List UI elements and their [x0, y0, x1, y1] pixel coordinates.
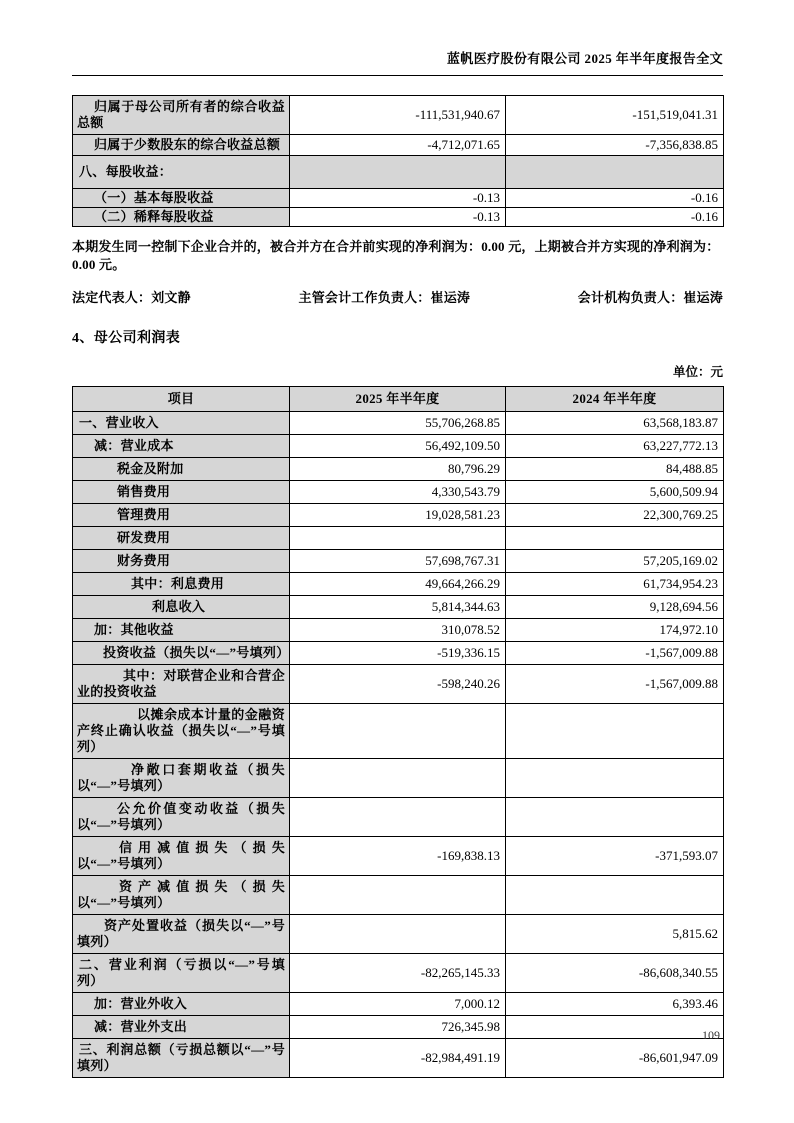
value-2024: [506, 527, 724, 550]
value-2025: 49,664,266.29: [290, 573, 506, 596]
value-2024: 174,972.10: [506, 619, 724, 642]
row-label: 加：营业外收入: [73, 993, 290, 1016]
row-label: 减：营业成本: [73, 435, 290, 458]
table-row: [73, 1039, 724, 1078]
table-row: [73, 665, 724, 704]
value-2024: [506, 704, 724, 759]
table-row: [73, 915, 724, 954]
table-row: [73, 619, 724, 642]
value-2024: 57,205,169.02: [506, 550, 724, 573]
value-2025: 4,330,543.79: [290, 481, 506, 504]
value-2024: [506, 798, 724, 837]
accounting-dept-head: 会计机构负责人：崔运涛: [577, 290, 723, 305]
value-2024: -86,608,340.55: [506, 954, 724, 993]
value-2024: [506, 1016, 724, 1039]
row-label: 公允价值变动收益（损失以“—”号填列）: [73, 798, 290, 837]
value-2024: -7,356,838.85: [506, 135, 724, 156]
table-row: [73, 704, 724, 759]
row-label: 归属于母公司所有者的综合收益总额: [73, 96, 290, 135]
table-row: [73, 759, 724, 798]
merger-note: 本期发生同一控制下企业合并的，被合并方在合并前实现的净利润为：0.00 元，上期被合并方实现的净利润为：0.00 元。: [72, 239, 720, 272]
value-2024: 5,600,509.94: [506, 481, 724, 504]
column-header-2025: 2025 年半年度: [290, 387, 506, 412]
row-label: 投资收益（损失以“—”号填列）: [73, 642, 290, 665]
header-row: [73, 387, 724, 412]
table-row: [73, 642, 724, 665]
row-label: （一）基本每股收益: [73, 189, 290, 208]
value-2025: -519,336.15: [290, 642, 506, 665]
row-label: 其中：利息费用: [73, 573, 290, 596]
row-label: 利息收入: [73, 596, 290, 619]
table-row: [73, 993, 724, 1016]
parent-company-income-statement-table: [72, 386, 724, 1078]
value-2024: 5,815.62: [506, 915, 724, 954]
value-2025: -111,531,940.67: [290, 96, 506, 135]
row-label: 信用减值损失（损失以“—”号填列）: [73, 837, 290, 876]
table-row: [73, 837, 724, 876]
value-2025: [290, 876, 506, 915]
row-label: 以摊余成本计量的金融资产终止确认收益（损失以“—”号填列）: [73, 704, 290, 759]
value-2024: -0.16: [506, 208, 724, 227]
table-row: [73, 954, 724, 993]
value-2025: 310,078.52: [290, 619, 506, 642]
value-2025: -82,984,491.19: [290, 1039, 506, 1078]
row-label: 其中：对联营企业和合营企业的投资收益: [73, 665, 290, 704]
value-2025: 57,698,767.31: [290, 550, 506, 573]
value-2025: 7,000.12: [290, 993, 506, 1016]
chief-accountant: 主管会计工作负责人：崔运涛: [298, 290, 471, 305]
value-2025: [290, 759, 506, 798]
value-2024: 9,128,694.56: [506, 596, 724, 619]
value-2024: 61,734,954.23: [506, 573, 724, 596]
row-label: 归属于少数股东的综合收益总额: [73, 135, 290, 156]
column-header-item: 项目: [73, 387, 290, 412]
value-2024: 63,568,183.87: [506, 412, 724, 435]
table-row: [73, 156, 724, 189]
table-row: [73, 550, 724, 573]
value-2025: 55,706,268.85: [290, 412, 506, 435]
row-label: 研发费用: [73, 527, 290, 550]
row-label: 销售费用: [73, 481, 290, 504]
table-row: [73, 435, 724, 458]
row-label: 三、利润总额（亏损总额以“—”号填列）: [73, 1039, 290, 1078]
value-2024: -86,601,947.09: [506, 1039, 724, 1078]
table-row: [73, 573, 724, 596]
row-label: 一、营业收入: [73, 412, 290, 435]
row-label: 税金及附加: [73, 458, 290, 481]
table-row: [73, 458, 724, 481]
row-label: 二、营业利润（亏损以“—”号填列）: [73, 954, 290, 993]
row-label: 财务费用: [73, 550, 290, 573]
value-2025: [290, 156, 506, 189]
table-row: [73, 412, 724, 435]
table-row: [73, 527, 724, 550]
unit-label: 单位：元: [672, 365, 723, 379]
value-2024: -1,567,009.88: [506, 642, 724, 665]
signature-row: [72, 287, 723, 306]
value-2024: [506, 876, 724, 915]
row-label: （二）稀释每股收益: [73, 208, 290, 227]
legal-representative: 法定代表人：刘文静: [72, 290, 191, 305]
table-row: [73, 596, 724, 619]
value-2024: -0.16: [506, 189, 724, 208]
value-2025: -0.13: [290, 208, 506, 227]
value-2025: 726,345.98: [290, 1016, 506, 1039]
document-header-title: 蓝帆医疗股份有限公司 2025 年半年度报告全文: [446, 51, 723, 66]
value-2024: -1,567,009.88: [506, 665, 724, 704]
value-2025: 19,028,581.23: [290, 504, 506, 527]
value-2025: 5,814,344.63: [290, 596, 506, 619]
value-2025: -169,838.13: [290, 837, 506, 876]
row-label: 加：其他收益: [73, 619, 290, 642]
table-row: [73, 798, 724, 837]
value-2025: -0.13: [290, 189, 506, 208]
row-label: 管理费用: [73, 504, 290, 527]
comprehensive-income-continuation-table: [72, 95, 724, 227]
row-label: 八、每股收益：: [73, 156, 290, 189]
value-2025: [290, 798, 506, 837]
value-2025: 56,492,109.50: [290, 435, 506, 458]
income-table-header: [73, 387, 724, 412]
table-row: [73, 1016, 724, 1039]
table-row: [73, 135, 724, 156]
value-2024: 84,488.85: [506, 458, 724, 481]
table-row: [73, 208, 724, 227]
table-row: [73, 876, 724, 915]
value-2025: [290, 704, 506, 759]
value-2024: -371,593.07: [506, 837, 724, 876]
row-label: 净敞口套期收益（损失以“—”号填列）: [73, 759, 290, 798]
value-2024: 22,300,769.25: [506, 504, 724, 527]
value-2024: [506, 156, 724, 189]
value-2025: -4,712,071.65: [290, 135, 506, 156]
value-2024: 6,393.46: [506, 993, 724, 1016]
value-2025: [290, 915, 506, 954]
row-label: 资产处置收益（损失以“—”号填列）: [73, 915, 290, 954]
table-row: [73, 189, 724, 208]
section-title: 4、母公司利润表: [72, 331, 181, 346]
table-row: [73, 96, 724, 135]
value-2024: [506, 759, 724, 798]
value-2025: -82,265,145.33: [290, 954, 506, 993]
table-row: [73, 504, 724, 527]
income-table-body: [73, 412, 724, 1078]
page-number: 109: [702, 1028, 720, 1042]
header-rule: [72, 75, 723, 76]
value-2025: -598,240.26: [290, 665, 506, 704]
row-label: 资产减值损失（损失以“—”号填列）: [73, 876, 290, 915]
value-2024: 63,227,772.13: [506, 435, 724, 458]
table-row: [73, 481, 724, 504]
row-label: 减：营业外支出: [73, 1016, 290, 1039]
value-2024: -151,519,041.31: [506, 96, 724, 135]
value-2025: [290, 527, 506, 550]
comprehensive-income-table-body: [73, 96, 724, 227]
column-header-2024: 2024 年半年度: [506, 387, 724, 412]
value-2025: 80,796.29: [290, 458, 506, 481]
